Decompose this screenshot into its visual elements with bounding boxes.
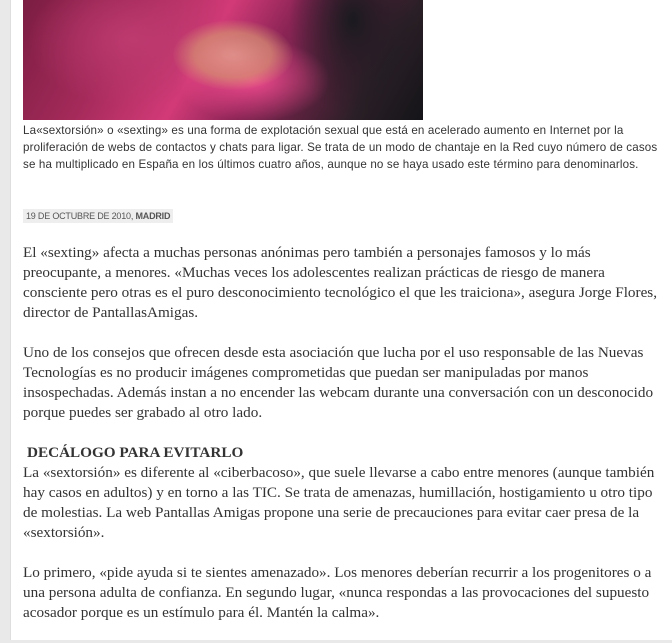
section-heading: DECÁLOGO PARA EVITARLO xyxy=(27,444,244,461)
photo-detail xyxy=(173,20,293,90)
article-photo xyxy=(23,0,423,120)
article-body xyxy=(23,243,665,643)
paragraph-2: Uno de los consejos que ofrecen desde esta asociación que lucha por el uso responsable de las Nuevas Tecnologías es no producir imágenes comprometidas que puedan ser manipuladas por manos insospechadas. Además instan a no encender las webcam durante una conversación con un desconocido porque puedes ser grabado al otro lado. xyxy=(23,344,654,421)
dateline xyxy=(23,209,173,223)
photo-caption: La«sextorsión» o «sexting» es una forma de explotación sexual que está en acelerado aumento en Internet por la proliferación de webs de contactos y chats para ligar. Se trata de un modo de chantaje en la Red cuyo número de casos se ha multiplicado en España en los últimos cuatro años, aunque no se haya usado este término para denominarlos. xyxy=(23,124,658,171)
dateline-city: MADRID xyxy=(135,211,171,221)
paragraph-3: La «sextorsión» es diferente al «ciberbacoso», que suele llevarse a cabo entre menores (aunque también hay casos en adultos) y en torno a las TIC. Se trata de amenazas, humillación, hostigamiento u otro tipo de molestias. La web Pantallas Amigas propone una serie de precauciones para evitar caer presa de la «sextorsión». xyxy=(23,464,655,541)
dateline-date: 19 DE OCTUBRE DE 2010, xyxy=(26,211,134,221)
article-page xyxy=(10,0,672,640)
paragraph-4: Lo primero, «pide ayuda si te sientes amenazado». Los menores deberían recurrir a los progenitores o a una persona adulta de confianza. En segundo lugar, «nunca respondas a las provocaciones del supuesto acosador porque es un estímulo para él. Mantén la calma». xyxy=(23,564,652,621)
paragraph-1: El «sexting» afecta a muchas personas anónimas pero también a personajes famosos y lo más preocupante, a menores. «Muchas veces los adolescentes realizan prácticas de riesgo de manera consciente pero otras es el puro desconocimiento tecnológico el que les traiciona», asegura Jorge Flores, director de PantallasAmigas. xyxy=(23,244,658,321)
